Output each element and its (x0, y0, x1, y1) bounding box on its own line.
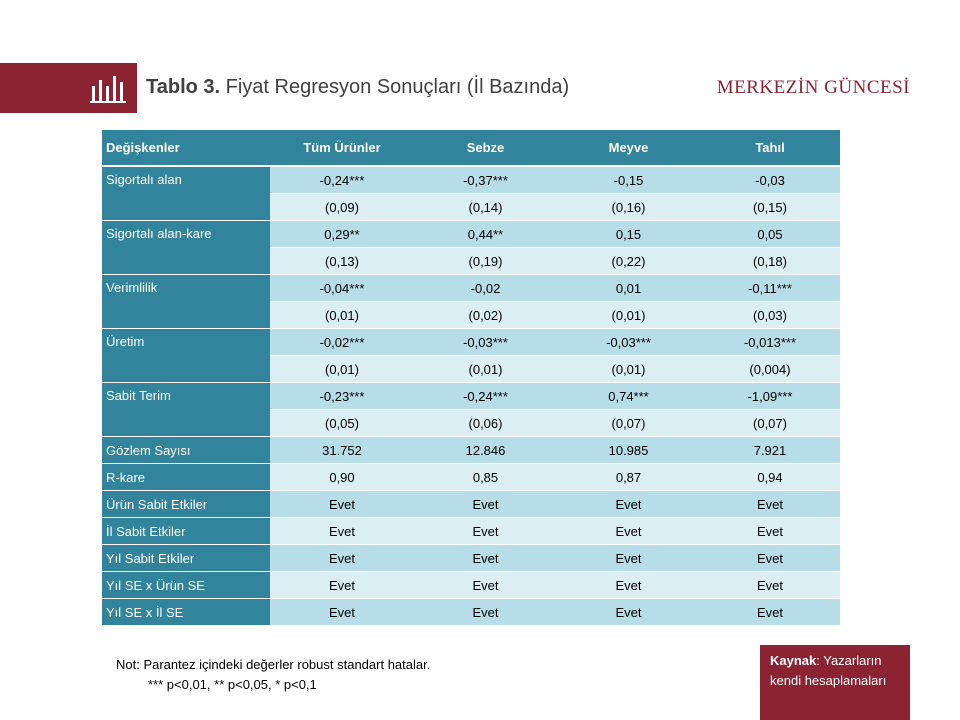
variable-label: Yıl SE x İl SE (102, 599, 270, 626)
statistic-cell: Evet (270, 545, 414, 572)
table-row (102, 221, 840, 248)
source-label: Kaynak (770, 653, 817, 668)
table-row (102, 599, 840, 626)
coefficient-cell: -0,013*** (700, 329, 840, 356)
variable-label: Yıl Sabit Etkiler (102, 545, 270, 572)
coefficient-cell: -1,09*** (700, 383, 840, 410)
coefficient-cell: -0,04*** (270, 275, 414, 302)
statistic-cell: Evet (557, 599, 700, 626)
statistic-cell: Evet (270, 518, 414, 545)
source-box (760, 645, 910, 720)
statistic-cell: Evet (414, 572, 557, 599)
coefficient-cell: -0,37*** (414, 166, 557, 194)
coefficient-cell: 0,05 (700, 221, 840, 248)
standard-error-cell: (0,01) (270, 302, 414, 329)
variable-label: Sabit Terim (102, 383, 270, 437)
statistic-cell: Evet (557, 545, 700, 572)
statistic-cell: Evet (270, 572, 414, 599)
statistic-cell: 31.752 (270, 437, 414, 464)
coefficient-cell: -0,03*** (557, 329, 700, 356)
variable-label: Verimlilik (102, 275, 270, 329)
standard-error-cell: (0,004) (700, 356, 840, 383)
coefficient-cell: 0,44** (414, 221, 557, 248)
title-number: Tablo 3. (146, 76, 221, 98)
column-header: Değişkenler (102, 130, 270, 166)
variable-label: Sigortalı alan (102, 166, 270, 221)
variable-label: R-kare (102, 464, 270, 491)
standard-error-cell: (0,05) (270, 410, 414, 437)
statistic-cell: 10.985 (557, 437, 700, 464)
statistic-cell: 0,87 (557, 464, 700, 491)
statistic-cell: Evet (557, 518, 700, 545)
brand-logo-text: MERKEZİN GÜNCESİ (716, 77, 910, 98)
standard-error-cell: (0,01) (414, 356, 557, 383)
statistic-cell: Evet (414, 545, 557, 572)
coefficient-cell: -0,15 (557, 166, 700, 194)
statistic-cell: Evet (557, 491, 700, 518)
statistic-cell: 0,85 (414, 464, 557, 491)
table-row (102, 464, 840, 491)
coefficient-cell: 0,01 (557, 275, 700, 302)
variable-label: İl Sabit Etkiler (102, 518, 270, 545)
standard-error-cell: (0,01) (557, 302, 700, 329)
variable-label: Üretim (102, 329, 270, 383)
statistic-cell: Evet (414, 518, 557, 545)
note-line: Not: Parantez içindeki değerler robust standart hatalar. (116, 657, 431, 672)
table-row (102, 545, 840, 572)
variable-label: Sigortalı alan-kare (102, 221, 270, 275)
statistic-cell: Evet (700, 518, 840, 545)
standard-error-cell: (0,13) (270, 248, 414, 275)
statistic-cell: Evet (414, 491, 557, 518)
statistic-cell: Evet (700, 572, 840, 599)
standard-error-cell: (0,22) (557, 248, 700, 275)
coefficient-cell: -0,03 (700, 166, 840, 194)
coefficient-cell: -0,02 (414, 275, 557, 302)
coefficient-cell: 0,74*** (557, 383, 700, 410)
table-row (102, 437, 840, 464)
table-row (102, 166, 840, 194)
column-header: Sebze (414, 130, 557, 166)
statistic-cell: Evet (700, 545, 840, 572)
statistic-cell: Evet (557, 572, 700, 599)
statistic-cell: 0,90 (270, 464, 414, 491)
standard-error-cell: (0,15) (700, 194, 840, 221)
standard-error-cell: (0,07) (700, 410, 840, 437)
coefficient-cell: -0,02*** (270, 329, 414, 356)
standard-error-cell: (0,06) (414, 410, 557, 437)
table-header-row (102, 130, 840, 166)
table-note (116, 655, 430, 695)
standard-error-cell: (0,09) (270, 194, 414, 221)
statistic-cell: Evet (414, 599, 557, 626)
table-row (102, 329, 840, 356)
coefficient-cell: 0,15 (557, 221, 700, 248)
statistic-cell: Evet (700, 599, 840, 626)
variable-label: Ürün Sabit Etkiler (102, 491, 270, 518)
significance-note: *** p<0,01, ** p<0,05, * p<0,1 (148, 677, 317, 692)
title-text: Fiyat Regresyon Sonuçları (İl Bazında) (220, 76, 570, 98)
coefficient-cell: -0,11*** (700, 275, 840, 302)
column-header: Tüm Ürünler (270, 130, 414, 166)
table-row (102, 518, 840, 545)
statistic-cell: 0,94 (700, 464, 840, 491)
table-row (102, 491, 840, 518)
coefficient-cell: -0,24*** (414, 383, 557, 410)
standard-error-cell: (0,02) (414, 302, 557, 329)
standard-error-cell: (0,01) (557, 356, 700, 383)
variable-label: Yıl SE x Ürün SE (102, 572, 270, 599)
table-row (102, 383, 840, 410)
standard-error-cell: (0,03) (700, 302, 840, 329)
standard-error-cell: (0,07) (557, 410, 700, 437)
page-title (146, 76, 569, 99)
statistic-cell: 7.921 (700, 437, 840, 464)
coefficient-cell: -0,23*** (270, 383, 414, 410)
column-header: Meyve (557, 130, 700, 166)
bar-chart-icon (90, 72, 128, 104)
standard-error-cell: (0,16) (557, 194, 700, 221)
regression-table (102, 130, 840, 626)
column-header: Tahıl (700, 130, 840, 166)
coefficient-cell: 0,29** (270, 221, 414, 248)
standard-error-cell: (0,14) (414, 194, 557, 221)
standard-error-cell: (0,01) (270, 356, 414, 383)
statistic-cell: Evet (270, 491, 414, 518)
standard-error-cell: (0,19) (414, 248, 557, 275)
table-row (102, 572, 840, 599)
source-text: : Yazarların kendi hesaplamaları (770, 653, 887, 688)
standard-error-cell: (0,18) (700, 248, 840, 275)
coefficient-cell: -0,03*** (414, 329, 557, 356)
statistic-cell: Evet (270, 599, 414, 626)
statistic-cell: Evet (700, 491, 840, 518)
statistic-cell: 12.846 (414, 437, 557, 464)
header-accent-bar (0, 63, 137, 113)
table-row (102, 275, 840, 302)
variable-label: Gözlem Sayısı (102, 437, 270, 464)
coefficient-cell: -0,24*** (270, 166, 414, 194)
